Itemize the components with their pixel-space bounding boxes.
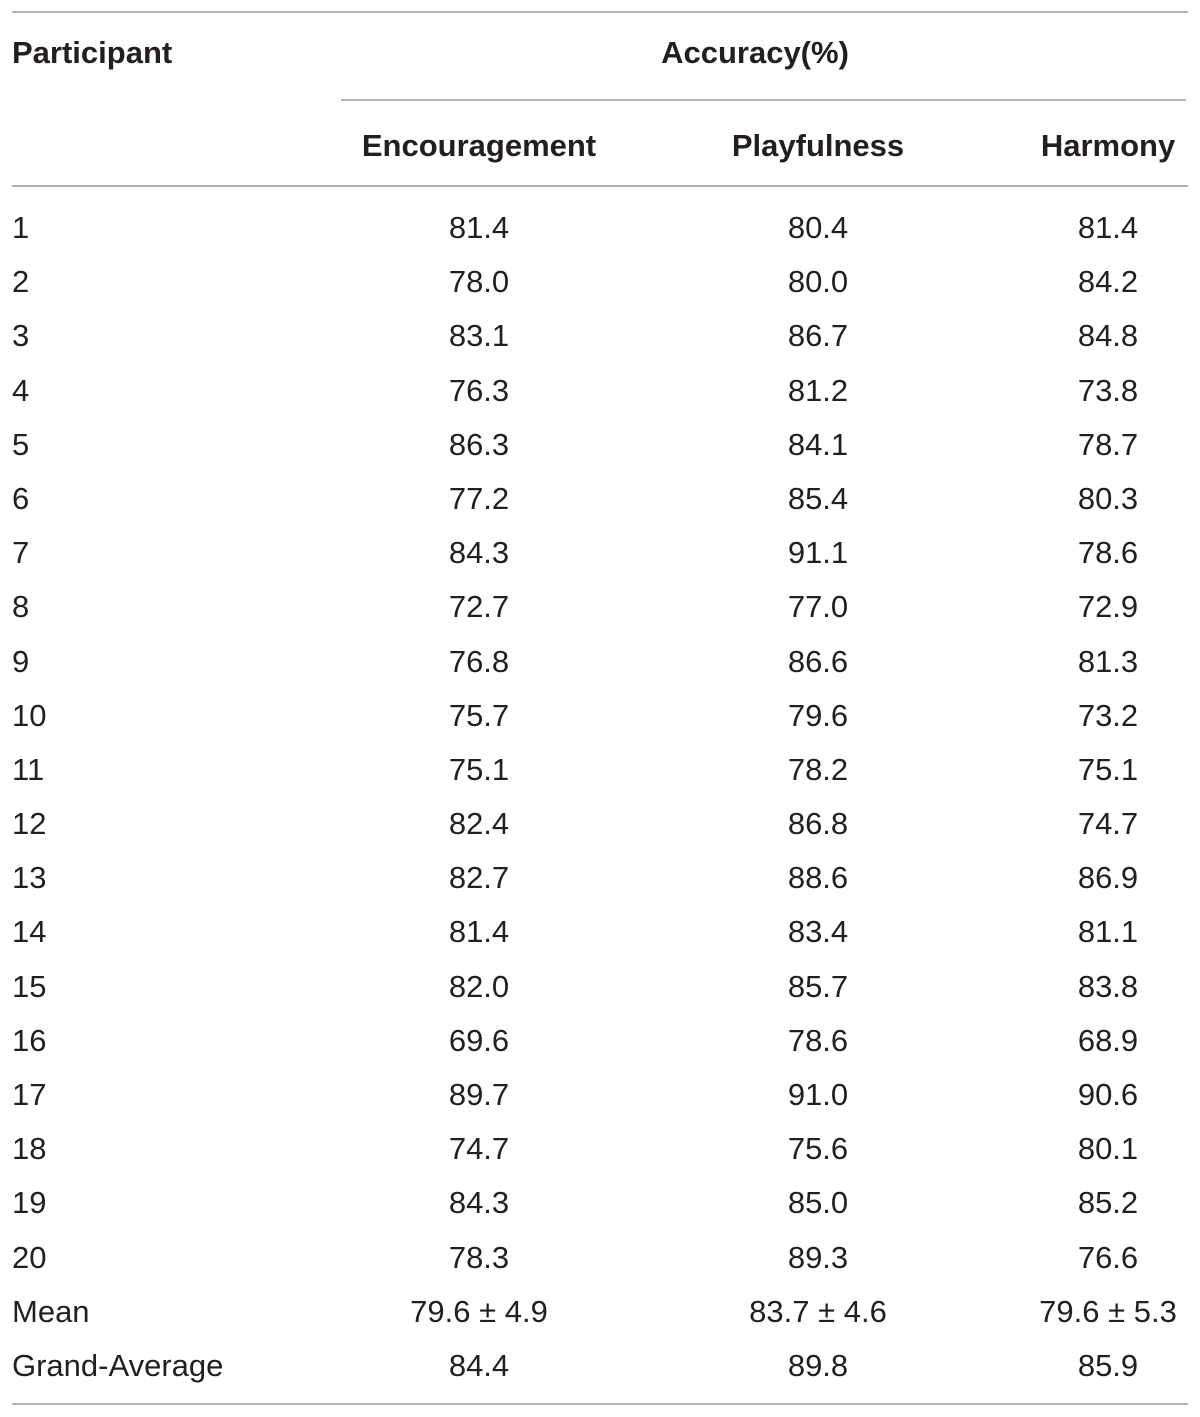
table-row [0, 688, 1200, 742]
playfulness-cell: 79.6 [787, 697, 849, 733]
table-row [0, 742, 1200, 796]
harmony-cell: 78.7 [1077, 426, 1139, 462]
table-row [0, 579, 1200, 633]
encouragement-cell: 89.7 [448, 1077, 510, 1112]
harmony-cell: 78.6 [1077, 535, 1139, 571]
harmony-cell: 84.2 [1077, 264, 1139, 300]
participant-cell: 2 [12, 264, 30, 300]
table-row [0, 1284, 1200, 1338]
encouragement-cell: 75.1 [448, 751, 510, 787]
harmony-cell: 81.1 [1077, 914, 1139, 950]
harmony-cell: 76.6 [1077, 1239, 1139, 1275]
header-group-rule [341, 99, 1186, 101]
playfulness-cell: 91.0 [787, 1077, 849, 1112]
playfulness-cell: 86.6 [787, 643, 849, 679]
harmony-cell: 79.6 ± 5.3 [1039, 1293, 1177, 1329]
participant-cell: 16 [12, 1022, 47, 1058]
harmony-cell: 75.1 [1077, 751, 1139, 787]
table-row [0, 1338, 1200, 1392]
playfulness-cell: 89.3 [787, 1239, 849, 1275]
playfulness-cell: 84.1 [787, 426, 849, 462]
participant-cell: 18 [12, 1131, 47, 1167]
header-harmony: Harmony [1040, 128, 1176, 163]
playfulness-cell: 89.8 [787, 1347, 849, 1383]
header-accuracy-group: Accuracy(%) [661, 35, 849, 70]
table-row [0, 634, 1200, 688]
harmony-cell: 90.6 [1077, 1077, 1139, 1112]
playfulness-cell: 80.0 [787, 264, 849, 300]
playfulness-cell: 86.7 [787, 318, 849, 354]
participant-cell: 15 [12, 968, 47, 1004]
encouragement-cell: 82.4 [448, 806, 510, 842]
encouragement-cell: 76.3 [448, 372, 510, 408]
encouragement-cell: 84.3 [448, 535, 510, 571]
header-bottom-rule [12, 185, 1188, 187]
playfulness-cell: 88.6 [787, 860, 849, 896]
participant-cell: 1 [12, 210, 30, 245]
encouragement-cell: 81.4 [448, 210, 510, 245]
playfulness-cell: 78.2 [787, 751, 849, 787]
encouragement-cell: 77.2 [448, 480, 510, 516]
table-row [0, 363, 1200, 417]
playfulness-cell: 85.4 [787, 480, 849, 516]
playfulness-cell: 83.4 [787, 914, 849, 950]
encouragement-cell: 84.4 [448, 1347, 510, 1383]
table-row [0, 471, 1200, 525]
harmony-cell: 73.2 [1077, 697, 1139, 733]
playfulness-cell: 86.8 [787, 806, 849, 842]
harmony-cell: 81.3 [1077, 643, 1139, 679]
encouragement-cell: 78.3 [448, 1239, 510, 1275]
table-row [0, 904, 1200, 958]
table-row [0, 525, 1200, 579]
harmony-cell: 72.9 [1077, 589, 1139, 625]
table-row [0, 959, 1200, 1013]
encouragement-cell: 79.6 ± 4.9 [410, 1293, 548, 1329]
header-participant: Participant [12, 35, 173, 70]
participant-cell: 11 [12, 751, 45, 787]
participant-cell: 9 [12, 643, 30, 679]
header-playfulness: Playfulness [731, 128, 905, 163]
participant-cell: 12 [12, 806, 47, 842]
playfulness-cell: 81.2 [787, 372, 849, 408]
encouragement-cell: 82.0 [448, 968, 510, 1004]
playfulness-cell: 78.6 [787, 1022, 849, 1058]
table-row [0, 1013, 1200, 1067]
encouragement-cell: 84.3 [448, 1185, 510, 1221]
playfulness-cell: 91.1 [787, 535, 849, 571]
harmony-cell: 83.8 [1077, 968, 1139, 1004]
participant-cell: 5 [12, 426, 30, 462]
table-row [0, 796, 1200, 850]
participant-cell: 6 [12, 480, 30, 516]
participant-cell: 19 [12, 1185, 47, 1221]
encouragement-cell: 69.6 [448, 1022, 510, 1058]
encouragement-cell: 78.0 [448, 264, 510, 300]
table-top-rule [12, 11, 1188, 13]
participant-cell: 8 [12, 589, 30, 625]
table-row [0, 308, 1200, 362]
harmony-cell: 86.9 [1077, 860, 1139, 896]
playfulness-cell: 83.7 ± 4.6 [749, 1293, 887, 1329]
harmony-cell: 85.2 [1077, 1185, 1139, 1221]
playfulness-cell: 75.6 [787, 1131, 849, 1167]
table-row [0, 850, 1200, 904]
participant-cell: 7 [12, 535, 30, 571]
encouragement-cell: 76.8 [448, 643, 510, 679]
table-row [0, 1121, 1200, 1175]
participant-cell: Mean [12, 1293, 90, 1329]
table-row [0, 1067, 1200, 1121]
encouragement-cell: 81.4 [448, 914, 510, 950]
participant-cell: Grand-Average [12, 1347, 224, 1383]
encouragement-cell: 86.3 [448, 426, 510, 462]
harmony-cell: 80.3 [1077, 480, 1139, 516]
encouragement-cell: 75.7 [448, 697, 510, 733]
table-row [0, 417, 1200, 471]
table-row [0, 254, 1200, 308]
harmony-cell: 68.9 [1077, 1022, 1139, 1058]
participant-cell: 10 [12, 697, 47, 733]
table-body [0, 200, 1200, 1392]
encouragement-cell: 74.7 [448, 1131, 510, 1167]
participant-cell: 4 [12, 372, 30, 408]
encouragement-cell: 83.1 [448, 318, 510, 354]
harmony-cell: 80.1 [1077, 1131, 1139, 1167]
playfulness-cell: 80.4 [787, 210, 849, 245]
playfulness-cell: 77.0 [787, 589, 849, 625]
harmony-cell: 81.4 [1077, 210, 1139, 245]
participant-cell: 14 [12, 914, 47, 950]
playfulness-cell: 85.0 [787, 1185, 849, 1221]
encouragement-cell: 82.7 [448, 860, 510, 896]
harmony-cell: 73.8 [1077, 372, 1139, 408]
harmony-cell: 85.9 [1077, 1347, 1139, 1383]
harmony-cell: 84.8 [1077, 318, 1139, 354]
table-bottom-rule [12, 1403, 1188, 1405]
table-row [0, 1230, 1200, 1284]
header-encouragement: Encouragement [361, 128, 597, 163]
participant-cell: 20 [12, 1239, 47, 1275]
participant-cell: 13 [12, 860, 47, 896]
table-row [0, 200, 1200, 254]
playfulness-cell: 85.7 [787, 968, 849, 1004]
harmony-cell: 74.7 [1077, 806, 1139, 842]
table-row [0, 1175, 1200, 1229]
participant-cell: 3 [12, 318, 30, 354]
participant-cell: 17 [12, 1077, 47, 1112]
encouragement-cell: 72.7 [448, 589, 510, 625]
